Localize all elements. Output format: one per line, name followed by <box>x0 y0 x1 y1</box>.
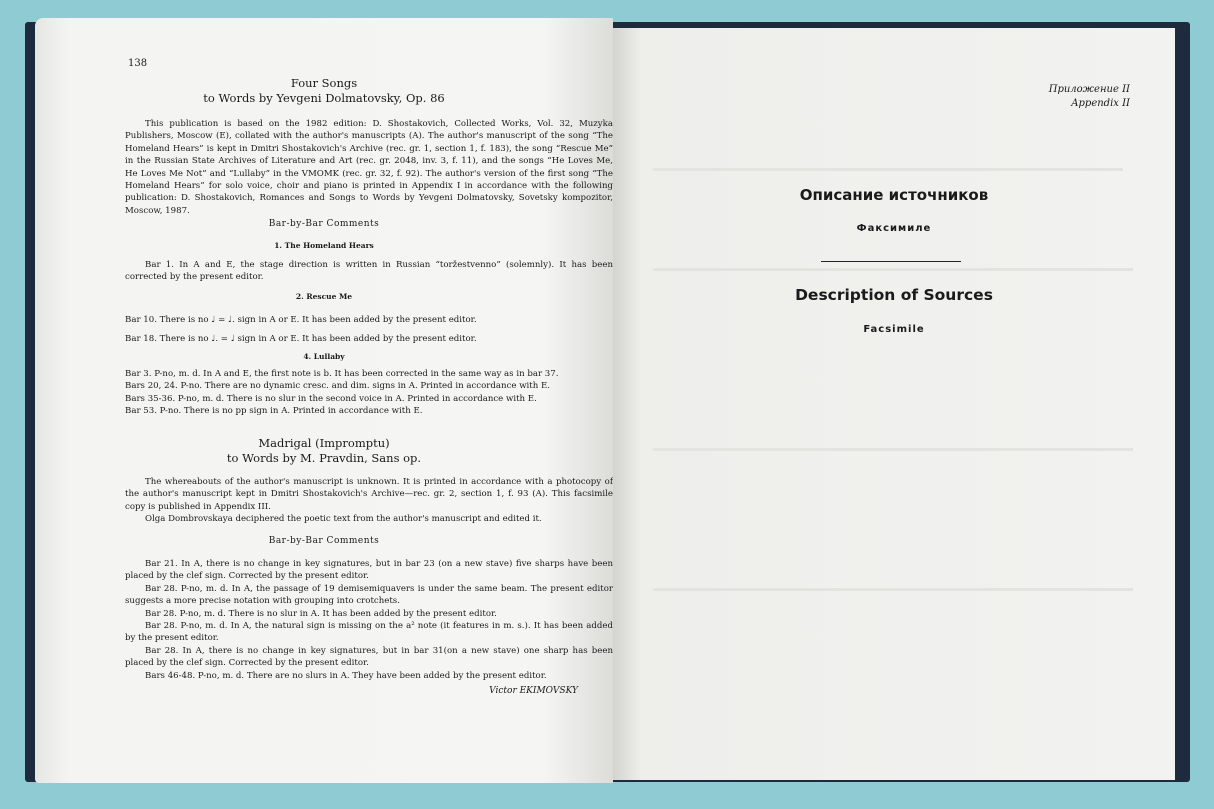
comment: Bar 21. In A, there is no change in key signatures, but in bar 23 (on a new stave) five sharps have been placed by the clef sign. Corrected by the present editor. <box>125 559 613 582</box>
appendix-en: Appendix II <box>1071 98 1130 109</box>
appendix-label <box>1049 83 1130 111</box>
intro-paragraph <box>125 118 613 217</box>
song-heading: 4. Lullaby <box>303 352 345 361</box>
appendix-ru: Приложение II <box>1048 84 1130 95</box>
paragraph: Olga Dombrovskaya deciphered the poetic text from the author's manuscript and edited it. <box>145 514 542 525</box>
title-line: Madrigal (Impromptu) <box>258 436 390 450</box>
comment: Bar 53. P-no. There is no pp sign in A. Printed in accordance with E. <box>125 406 423 417</box>
paragraph: The whereabouts of the author's manuscript is unknown. It is printed in accordance with a photocopy of the author's manuscript kept in Dmitri Shostakovich's Archive—rec. gr. 2, section 1, f. 93 (A). This facsimile copy is published in Appendix III. <box>125 477 613 512</box>
paragraph: This publication is based on the 1982 edition: D. Shostakovich, Collected Works, Vol. 32, Muzyka Publishers, Moscow (E), collated with the author's manuscripts (A). The author's manuscript of the song “The Homeland Hears” is kept in Dmitri Shostakovich's Archive (rec. gr. 1, section 1, f. 183), the song “Rescue Me” in the Russian State Archives of Literature and Art (rec. gr. 2048, inv. 3, f. 11), and the songs “He Loves Me, He Loves Me Not” and “Lullaby” in the VMOMK (rec. gr. 32, f. 92). The author's version of the first song “The Homeland Hears” for solo voice, choir and piano is printed in Appendix I in accordance with the following publication: D. Shostakovich, Romances and Songs to Words by Yevgeni Dolmatovsky, Sovetsky kompozitor, Moscow, 1987. <box>125 119 613 216</box>
subheading-ru: Факсимиле <box>856 223 932 234</box>
divider <box>821 261 961 262</box>
page-number: 138 <box>128 58 148 69</box>
section-title <box>35 76 613 106</box>
comment: Bars 35-36. P-no, m. d. There is no slur in the second voice in A. Printed in accordance with E. <box>125 393 537 404</box>
comment: Bar 1. In A and E, the stage direction is written in Russian “toržestvenno” (solemnly). It has been corrected by the present editor. <box>125 260 613 283</box>
heading-en: Description of Sources <box>795 286 993 304</box>
title-line: to Words by Yevgeni Dolmatovsky, Op. 86 <box>203 91 445 105</box>
song-heading: 1. The Homeland Hears <box>274 241 374 250</box>
comment: Bar 28. P-no, m. d. In A, the passage of 19 demisemiquavers is under the same beam. The present editor suggests a more precise notation with grouping into crotchets. <box>125 583 613 607</box>
subheading-en: Facsimile <box>863 324 925 335</box>
comments-heading: Bar-by-Bar Comments <box>268 536 380 546</box>
section-title <box>35 436 613 466</box>
show-through-text <box>653 588 1133 591</box>
show-through-text <box>653 168 1123 171</box>
title-line: Four Songs <box>290 76 358 90</box>
comment: Bars 20, 24. P-no. There are no dynamic cresc. and dim. signs in A. Printed in accordance with E. <box>125 381 551 392</box>
right-page <box>613 28 1175 780</box>
author-signature: Victor EKIMOVSKY <box>489 686 578 696</box>
comment: Bar 18. There is no ♩. = ♩ sign in A or E. It has been added by the present editor. <box>125 334 477 344</box>
song-heading: 2. Rescue Me <box>295 292 353 301</box>
left-page <box>35 18 613 783</box>
show-through-text <box>653 268 1133 271</box>
comments-heading: Bar-by-Bar Comments <box>268 219 380 229</box>
comment: Bar 28. P-no, m. d. In A, the natural sign is missing on the a² note (it features in m. s.). It has been added by the present editor. <box>125 621 613 644</box>
heading-ru: Описание источников <box>799 186 989 204</box>
comment: Bar 28. P-no, m. d. There is no slur in A. It has been added by the present editor. <box>145 608 497 619</box>
comment: Bars 46-48. P-no, m. d. There are no slurs in A. They have been added by the present editor. <box>145 670 547 681</box>
show-through-text <box>653 448 1133 451</box>
comment: Bar 10. There is no ♩ = ♩. sign in A or E. It has been added by the present editor. <box>125 315 477 325</box>
title-line: to Words by M. Pravdin, Sans op. <box>226 451 422 465</box>
comment: Bar 3. P-no, m. d. In A and E, the first note is b. It has been corrected in the same way as in bar 37. <box>125 369 559 379</box>
comment: Bar 28. In A, there is no change in key signatures, but in bar 31(on a new stave) one sharp has been placed by the clef sign. Corrected by the present editor. <box>125 645 613 669</box>
